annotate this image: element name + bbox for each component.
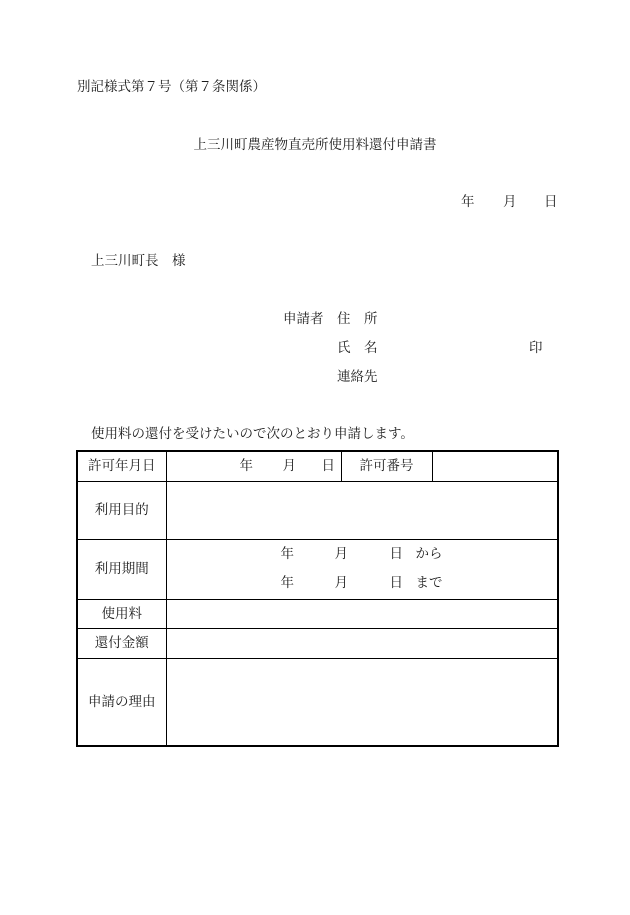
reason-label: 申請の理由 (77, 658, 166, 746)
seal-mark: 印 (529, 340, 543, 356)
period-from-line (167, 547, 558, 561)
addressee: 上三川町長 様 (91, 253, 186, 269)
table-row-reason (77, 658, 558, 746)
permit-number-label: 許可番号 (341, 451, 432, 481)
period-to-day: 日 (389, 574, 403, 591)
application-statement: 使用料の還付を受けたいので次のとおり申請します。 (91, 426, 414, 442)
permit-date-month: 月 (282, 458, 296, 475)
permit-date-day: 日 (321, 458, 335, 475)
period-from-month: 月 (334, 545, 348, 562)
reason-value (166, 658, 558, 746)
date-day-label: 日 (544, 194, 558, 210)
application-table (76, 450, 559, 747)
period-to-month: 月 (334, 574, 348, 591)
refund-amount-label: 還付金額 (77, 628, 166, 658)
fee-label: 使用料 (77, 599, 166, 628)
period-to-year: 年 (280, 574, 294, 591)
period-to-suffix: まで (415, 574, 443, 591)
applicant-label: 申請者 (283, 311, 324, 327)
table-row-fee (77, 599, 558, 628)
purpose-label: 利用目的 (77, 481, 166, 539)
table-row-refund-amount (77, 628, 558, 658)
address-label: 住 所 (337, 311, 378, 327)
period-from-suffix: から (415, 545, 443, 562)
date-month-label: 月 (503, 194, 517, 210)
purpose-value (166, 481, 558, 539)
period-value (166, 539, 558, 599)
permit-date-year: 年 (239, 458, 253, 475)
document-title: 上三川町農産物直売所使用料還付申請書 (193, 137, 437, 153)
permit-date-line (167, 459, 341, 473)
period-from-day: 日 (389, 545, 403, 562)
form-number: 別記様式第７号（第７条関係） (77, 79, 266, 95)
table-row-period (77, 539, 558, 599)
name-label: 氏 名 (337, 340, 378, 356)
period-label: 利用期間 (77, 539, 166, 599)
table-row-purpose (77, 481, 558, 539)
fee-value (166, 599, 558, 628)
date-year-label: 年 (461, 194, 475, 210)
contact-label: 連絡先 (337, 369, 378, 385)
table-row-permit-date (77, 451, 558, 481)
period-to-line (167, 576, 558, 590)
permit-date-label: 許可年月日 (77, 451, 166, 481)
period-from-year: 年 (280, 545, 294, 562)
refund-amount-value (166, 628, 558, 658)
period-box (167, 540, 558, 599)
permit-number-value (432, 451, 558, 481)
permit-date-value (166, 451, 341, 481)
